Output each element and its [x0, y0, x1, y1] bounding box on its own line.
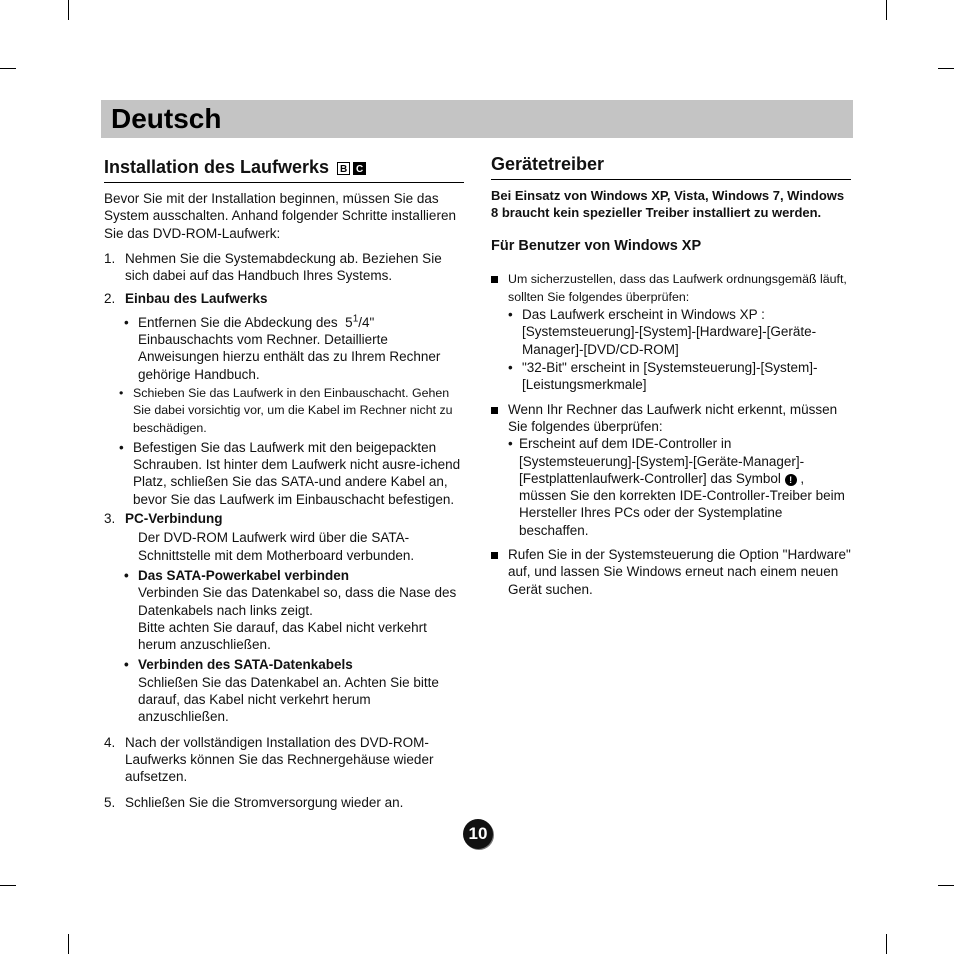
crop-mark	[938, 68, 954, 69]
format-badge-c: C	[353, 162, 366, 175]
square-bullet-icon	[491, 401, 508, 540]
step-number: 1.	[104, 250, 116, 266]
driver-heading: Gerätetreiber	[491, 153, 851, 180]
step-3	[104, 510, 464, 527]
step-text: Der DVD-ROM Laufwerk wird über die SATA-Schnittstelle mit dem Motherboard verbunden.	[138, 530, 415, 563]
bullet-dot: •	[119, 385, 124, 400]
installation-column	[104, 156, 464, 817]
crop-mark	[68, 934, 69, 954]
crop-mark	[0, 885, 16, 886]
bullet-text: "32-Bit" erscheint in [Systemsteuerung]-[System]-[Leistungsmerkmale]	[522, 360, 818, 393]
step-1	[104, 250, 464, 285]
list-item	[491, 546, 851, 598]
list-item	[124, 567, 464, 653]
bullet-dot: •	[124, 314, 129, 330]
exclamation-icon: !	[785, 474, 797, 486]
crop-mark	[0, 68, 16, 69]
list-item	[508, 306, 851, 358]
bullet-dot: •	[124, 567, 129, 583]
crop-mark	[886, 934, 887, 954]
square-bullet-icon	[491, 546, 508, 598]
page-number-badge: 10	[463, 819, 493, 849]
crop-mark	[938, 885, 954, 886]
list-item	[491, 401, 851, 540]
step-title: PC-Verbindung	[125, 511, 223, 527]
step-2	[104, 290, 464, 307]
bullet-text: Erscheint auf dem IDE-Controller in [Systemsteuerung]-[System]-[Geräte-Manager]-[Festplattenlaufwerk-Controller] das Symbol ! , müssen Sie den korrekten IDE-Controller-Treiber beim Hersteller Ihres PCs oder der Systemplatine beschaffen.	[519, 436, 845, 538]
step-4	[104, 734, 464, 786]
step-number: 3.	[104, 511, 116, 527]
bullet-text: Befestigen Sie das Laufwerk mit den beigepackten Schrauben. Ist hinter dem Laufwerk nicht ausre-ichend Platz, schließen Sie das SATA-und andere Kabel an, bevor Sie das Laufwerk im Einbauschacht befestigen.	[133, 439, 461, 507]
step-3-bullets	[104, 567, 464, 726]
square-bullet-icon	[491, 270, 508, 395]
step-number: 2.	[104, 291, 116, 307]
installation-heading	[104, 156, 464, 183]
list-item	[119, 439, 464, 508]
driver-intro: Bei Einsatz von Windows XP, Vista, Windows 7, Windows 8 braucht kein spezieller Treiber installiert zu werden.	[491, 188, 845, 221]
bullet-text: Das Laufwerk erscheint in Windows XP : [Systemsteuerung]-[System]-[Hardware]-[Geräte-Manager]-[DVD/CD-ROM]	[522, 307, 817, 357]
bullet-dot: •	[119, 439, 124, 455]
list-item	[508, 359, 851, 394]
bullet-text: Rufen Sie in der Systemsteuerung die Option "Hardware" auf, und lassen Sie Windows erneut nach einem neuen Gerät suchen.	[508, 547, 851, 597]
list-item	[124, 314, 464, 383]
bullet-dot: •	[508, 307, 513, 323]
bullet-text: Entfernen Sie die Abdeckung des $5^1/4$" Einbauschachts vom Rechner. Detaillierte Anweisungen hierzu enthält das zu Ihrem Rechner gehörige Handbuch.	[138, 313, 441, 382]
crop-mark	[68, 0, 69, 20]
step-text: Nehmen Sie die Systemabdeckung ab. Beziehen Sie sich dabei auf das Handbuch Ihres Systems.	[125, 250, 442, 284]
step-title: Einbau des Laufwerks	[125, 291, 268, 307]
bullet-text: Verbinden des SATA-Datenkabels Schließen Sie das Datenkabel an. Achten Sie bitte darauf, das Kabel nicht verkehrt herum anzuschließen.	[138, 657, 439, 725]
bullet-dot: •	[124, 657, 129, 673]
list-item	[508, 435, 851, 539]
bullet-dot: •	[508, 360, 513, 376]
step-text: Nach der vollständigen Installation des DVD-ROM-Laufwerks können Sie das Rechnergehäuse wieder aufsetzen.	[125, 734, 434, 785]
bullet-text: Schieben Sie das Laufwerk in den Einbauschacht. Gehen Sie dabei vorsichtig vor, um die Kabel im Rechner nicht zu beschädigen.	[133, 385, 453, 435]
windows-xp-subheading: Für Benutzer von Windows XP	[491, 237, 702, 254]
list-item	[491, 270, 851, 395]
list-item	[119, 385, 464, 437]
language-banner	[101, 100, 853, 138]
step-5	[104, 794, 464, 811]
list-item	[124, 656, 464, 725]
crop-mark	[886, 0, 887, 20]
format-badge-b: B	[337, 162, 350, 175]
step-number: 4.	[104, 734, 116, 750]
step-2-bullets	[104, 314, 464, 508]
page-title: Deutsch	[111, 103, 222, 134]
step-number: 5.	[104, 794, 116, 810]
bullet-dot: •	[508, 436, 513, 452]
driver-column	[491, 153, 851, 604]
bullet-text: Das SATA-Powerkabel verbinden Verbinden Sie das Datenkabel so, dass die Nase des Datenkabels nach links zeigt. Bitte achten Sie darauf, das Kabel nicht verkehrt herum anzuschließen.	[138, 567, 457, 653]
step-3-body	[104, 529, 464, 564]
step-text: Schließen Sie die Stromversorgung wieder an.	[125, 794, 404, 810]
installation-intro: Bevor Sie mit der Installation beginnen, müssen Sie das System ausschalten. Anhand folgender Schritte installieren Sie das DVD-ROM-Laufwerk:	[104, 191, 456, 241]
installation-heading-text: Installation des Laufwerks	[104, 157, 330, 177]
bullet-text: Um sicherzustellen, dass das Laufwerk ordnungsgemäß läuft, sollten Sie folgendes überprüfen: • Das Laufwerk erscheint in Windows XP : [Systemsteuerung]-[System]-[Hardware]-[Geräte-Manager]-[DVD/CD-ROM] • "32-Bit" erscheint in [Systemsteuerung]-[System]-[Leistungsmerkmale]	[508, 270, 851, 395]
bullet-text: Wenn Ihr Rechner das Laufwerk nicht erkennt, müssen Sie folgendes überprüfen: • Erscheint auf dem IDE-Controller in [Systemsteuerung]-[System]-[Geräte-Manager]-[Festplattenlaufwerk-Controller] das Symbol ! , müssen Sie den korrekten IDE-Controller-Treiber beim Hersteller Ihres PCs oder der Systemplatine beschaffen.	[508, 401, 851, 540]
